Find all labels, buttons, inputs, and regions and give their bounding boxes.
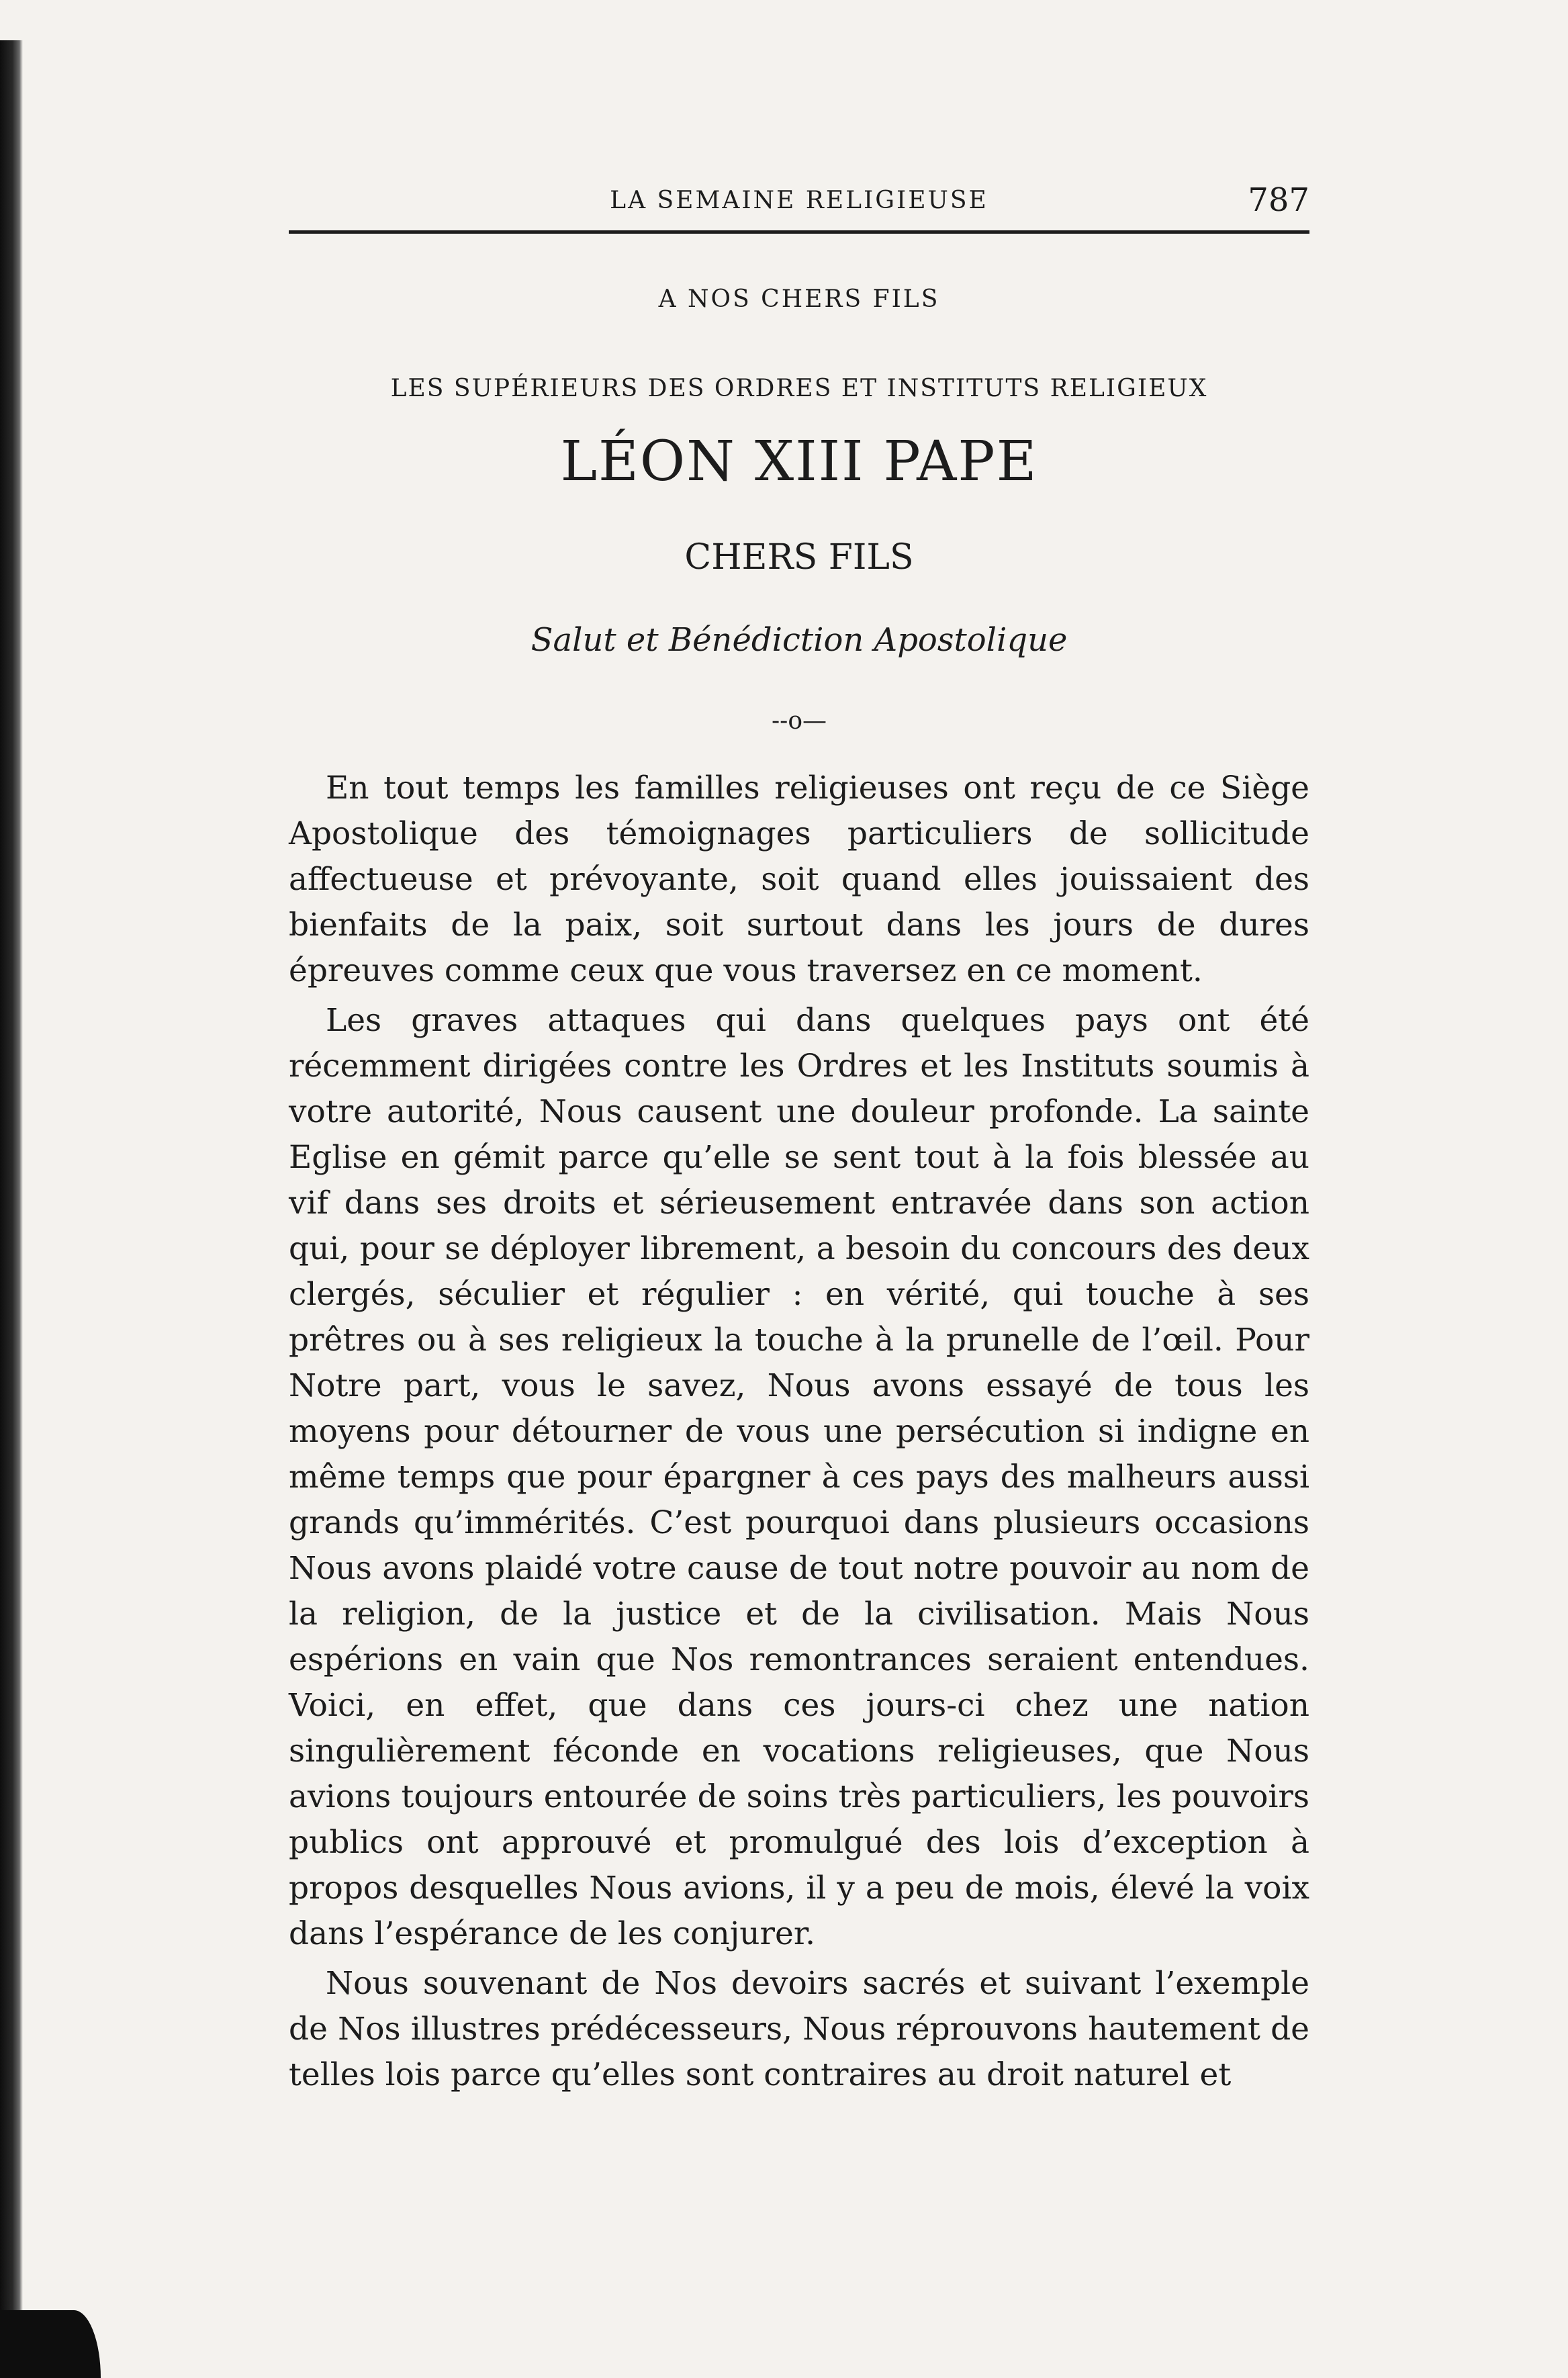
page-binding-shadow [0,2310,101,2378]
page-binding-edge [0,40,23,2378]
addressee-line: A NOS CHERS FILS [658,285,940,313]
page-header [289,181,1309,222]
page-number: 787 [1248,181,1309,219]
greeting: CHERS FILS [684,537,914,578]
header-rule [289,230,1309,234]
addressee-subline: LES SUPÉRIEURS DES ORDRES ET INSTITUTS RELIGIEUX [390,375,1208,402]
pope-title: LÉON XIII PAPE [560,430,1038,494]
paragraph-2: Les graves attaques qui dans quelques pays ont été récemment dirigées contre les Ordres et les Instituts soumis à votre autorité, Nous causent une douleur profonde. La sainte Eglise en gémit parce qu’elle se sent tout à la fois blessée au vif dans ses droits et sérieusement entravée dans son action qui, pour se déployer librement, a besoin du concours des deux clergés, séculier et régulier : en vérité, qui touche à ses prêtres ou à ses religieux la touche à la prunelle de l’œil. Pour Notre part, vous le savez, Nous avons essayé de tous les moyens pour détourner de vous une persécution si indigne en même temps que pour épargner à ces pays des malheurs aussi grands qu’immérités. C’est pourquoi dans plusieurs occasions Nous avons plaidé votre cause de tout notre pouvoir au nom de la religion, de la justice et de la civilisation. Mais Nous espérions en vain que Nos remontrances seraient entendues. Voici, en effet, que dans ces jours-ci chez une nation singulièrement féconde en vocations religieuses, que Nous avions toujours entourée de soins très particuliers, les pouvoirs publics ont approuvé et promulgué des lois d’exception à propos desquelles Nous avions, il y a peu de mois, élevé la voix dans l’espérance de les conjurer. [289,1002,1309,1952]
letter-body [289,766,1309,2102]
paragraph-1: En tout temps les familles religieuses ont reçu de ce Siège Apostolique des témoignages particuliers de sollicitude affectueuse et prévoyante, soit quand elles jouissaient des bienfaits de la paix, soit surtout dans les jours de dures épreuves comme ceux que vous traversez en ce moment. [289,770,1309,989]
running-title: LA SEMAINE RELIGIEUSE [610,187,988,214]
salutation: Salut et Bénédiction Apostolique [531,621,1068,659]
section-separator: --o— [771,707,827,735]
paragraph-3: Nous souvenant de Nos devoirs sacrés et suivant l’exemple de Nos illustres prédécesseurs, Nous réprouvons hautement de telles lois parce qu’elles sont contraires au droit naturel et [289,1965,1309,2093]
